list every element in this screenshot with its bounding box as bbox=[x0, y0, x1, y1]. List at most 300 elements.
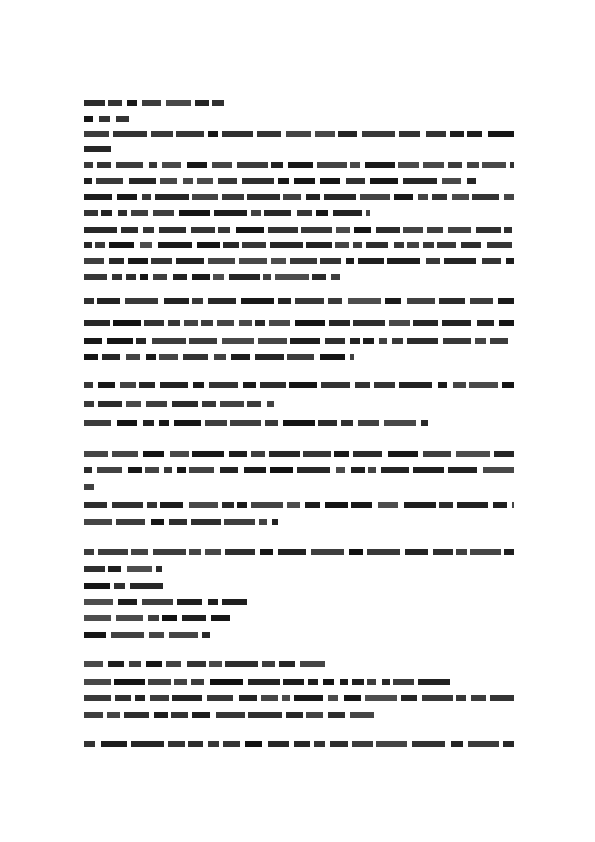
text-word-block bbox=[108, 661, 124, 667]
text-word-block bbox=[169, 632, 198, 638]
text-word-block bbox=[318, 420, 337, 426]
text-word-block bbox=[222, 599, 247, 605]
text-word-block bbox=[84, 178, 92, 184]
text-line bbox=[84, 178, 476, 184]
text-word-block bbox=[353, 451, 382, 457]
text-word-block bbox=[98, 401, 122, 407]
text-line bbox=[84, 274, 340, 280]
text-word-block bbox=[174, 420, 201, 426]
text-word-block bbox=[363, 338, 374, 344]
text-word-block bbox=[346, 178, 365, 184]
text-word-block bbox=[385, 298, 401, 304]
text-word-block bbox=[114, 679, 145, 685]
text-word-block bbox=[331, 274, 340, 280]
text-word-block bbox=[510, 162, 514, 168]
text-word-block bbox=[384, 420, 416, 426]
text-word-block bbox=[278, 178, 289, 184]
text-word-block bbox=[126, 401, 141, 407]
text-word-block bbox=[311, 549, 344, 555]
text-word-block bbox=[159, 420, 169, 426]
text-word-block bbox=[126, 354, 140, 360]
text-word-block bbox=[499, 320, 514, 326]
text-word-block bbox=[207, 695, 233, 701]
text-word-block bbox=[452, 194, 469, 200]
text-word-block bbox=[230, 420, 261, 426]
text-word-block bbox=[153, 210, 174, 216]
text-word-block bbox=[350, 354, 354, 360]
text-word-block bbox=[112, 274, 122, 280]
text-word-block bbox=[162, 162, 181, 168]
text-word-block bbox=[453, 382, 466, 388]
text-word-block bbox=[147, 502, 157, 508]
text-word-block bbox=[498, 298, 514, 304]
text-word-block bbox=[469, 382, 498, 388]
text-word-block bbox=[490, 338, 508, 344]
text-word-block bbox=[271, 258, 286, 264]
text-word-block bbox=[242, 178, 274, 184]
text-word-block bbox=[129, 178, 156, 184]
text-line bbox=[84, 519, 278, 525]
text-line bbox=[84, 194, 514, 200]
text-word-block bbox=[205, 549, 221, 555]
text-word-block bbox=[118, 599, 137, 605]
text-word-block bbox=[150, 695, 169, 701]
text-word-block bbox=[306, 242, 332, 248]
text-word-block bbox=[247, 401, 261, 407]
text-word-block bbox=[112, 502, 143, 508]
text-word-block bbox=[439, 298, 465, 304]
text-word-block bbox=[283, 679, 304, 685]
text-word-block bbox=[444, 258, 476, 264]
text-word-block bbox=[279, 661, 295, 667]
text-word-block bbox=[120, 382, 136, 388]
text-word-block bbox=[467, 178, 476, 184]
text-word-block bbox=[362, 131, 395, 137]
text-word-block bbox=[370, 178, 398, 184]
text-word-block bbox=[148, 679, 171, 685]
text-word-block bbox=[305, 502, 320, 508]
text-word-block bbox=[84, 274, 107, 280]
text-word-block bbox=[328, 695, 338, 701]
text-word-block bbox=[504, 227, 512, 233]
text-word-block bbox=[237, 502, 247, 508]
text-word-block bbox=[84, 338, 102, 344]
text-word-block bbox=[450, 131, 464, 137]
text-word-block bbox=[334, 451, 349, 457]
text-word-block bbox=[488, 131, 514, 137]
text-word-block bbox=[392, 338, 403, 344]
text-word-block bbox=[222, 194, 244, 200]
text-word-block bbox=[144, 320, 164, 326]
text-word-block bbox=[84, 242, 92, 248]
text-word-block bbox=[239, 320, 252, 326]
text-word-block bbox=[306, 712, 323, 718]
text-word-block bbox=[121, 227, 138, 233]
text-word-block bbox=[116, 162, 143, 168]
text-line bbox=[84, 116, 130, 122]
text-word-block bbox=[84, 210, 98, 216]
text-word-block bbox=[365, 695, 397, 701]
text-word-block bbox=[242, 242, 266, 248]
text-word-block bbox=[247, 194, 280, 200]
text-word-block bbox=[502, 382, 514, 388]
text-word-block bbox=[290, 258, 317, 264]
text-word-block bbox=[208, 298, 236, 304]
text-word-block bbox=[427, 227, 443, 233]
text-word-block bbox=[201, 320, 213, 326]
text-word-block bbox=[367, 549, 400, 555]
text-word-block bbox=[84, 354, 98, 360]
text-word-block bbox=[149, 632, 164, 638]
text-word-block bbox=[107, 712, 120, 718]
text-word-block bbox=[166, 100, 191, 106]
text-word-block bbox=[212, 162, 232, 168]
text-word-block bbox=[189, 549, 201, 555]
text-word-block bbox=[183, 354, 208, 360]
text-word-block bbox=[237, 162, 268, 168]
text-word-block bbox=[320, 354, 345, 360]
text-word-block bbox=[248, 679, 280, 685]
text-word-block bbox=[118, 210, 127, 216]
text-word-block bbox=[432, 194, 447, 200]
text-word-block bbox=[169, 519, 187, 525]
text-word-block bbox=[202, 632, 210, 638]
text-line bbox=[84, 100, 224, 106]
text-word-block bbox=[172, 401, 198, 407]
text-word-block bbox=[84, 599, 113, 605]
text-word-block bbox=[258, 338, 287, 344]
text-word-block bbox=[261, 695, 278, 701]
text-word-block bbox=[84, 451, 108, 457]
text-word-block bbox=[456, 695, 466, 701]
text-word-block bbox=[328, 712, 345, 718]
text-word-block bbox=[84, 382, 93, 388]
text-word-block bbox=[338, 131, 357, 137]
text-word-block bbox=[365, 162, 395, 168]
text-word-block bbox=[294, 741, 310, 747]
text-word-block bbox=[494, 451, 514, 457]
text-word-block bbox=[275, 274, 309, 280]
text-word-block bbox=[341, 420, 353, 426]
text-word-block bbox=[239, 258, 267, 264]
text-word-block bbox=[468, 741, 499, 747]
text-line bbox=[84, 227, 514, 233]
text-word-block bbox=[403, 227, 423, 233]
text-word-block bbox=[325, 502, 348, 508]
text-word-block bbox=[360, 194, 390, 200]
text-word-block bbox=[153, 549, 186, 555]
text-word-block bbox=[84, 146, 111, 152]
text-word-block bbox=[222, 131, 253, 137]
text-word-block bbox=[423, 451, 451, 457]
text-word-block bbox=[191, 679, 204, 685]
text-word-block bbox=[388, 451, 418, 457]
text-word-block bbox=[211, 615, 230, 621]
text-word-block bbox=[354, 227, 371, 233]
text-word-block bbox=[109, 258, 124, 264]
text-word-block bbox=[149, 162, 157, 168]
text-word-block bbox=[323, 679, 334, 685]
text-word-block bbox=[99, 116, 110, 122]
text-word-block bbox=[229, 274, 260, 280]
text-word-block bbox=[437, 242, 456, 248]
text-word-block bbox=[222, 338, 254, 344]
text-word-block bbox=[168, 320, 180, 326]
text-word-block bbox=[358, 258, 384, 264]
text-word-block bbox=[84, 712, 103, 718]
text-word-block bbox=[358, 420, 379, 426]
text-word-block bbox=[289, 382, 317, 388]
text-word-block bbox=[84, 100, 105, 106]
text-word-block bbox=[187, 162, 207, 168]
text-word-block bbox=[126, 274, 136, 280]
text-word-block bbox=[433, 549, 453, 555]
text-word-block bbox=[148, 615, 159, 621]
text-word-block bbox=[335, 242, 349, 248]
text-word-block bbox=[278, 298, 291, 304]
text-word-block bbox=[114, 583, 125, 589]
text-word-block bbox=[84, 298, 94, 304]
text-line bbox=[84, 615, 230, 621]
text-word-block bbox=[355, 382, 370, 388]
text-word-block bbox=[269, 451, 300, 457]
text-word-block bbox=[84, 566, 105, 572]
text-word-block bbox=[476, 227, 501, 233]
text-word-block bbox=[98, 382, 115, 388]
text-word-block bbox=[84, 632, 106, 638]
text-word-block bbox=[426, 258, 440, 264]
text-line bbox=[84, 566, 162, 572]
text-word-block bbox=[352, 679, 364, 685]
text-word-block bbox=[394, 242, 404, 248]
text-word-block bbox=[413, 320, 438, 326]
text-word-block bbox=[84, 162, 93, 168]
text-line bbox=[84, 632, 210, 638]
text-word-block bbox=[351, 502, 372, 508]
text-word-block bbox=[286, 712, 303, 718]
text-word-block bbox=[271, 162, 283, 168]
text-word-block bbox=[398, 162, 419, 168]
text-word-block bbox=[442, 178, 461, 184]
text-word-block bbox=[475, 338, 486, 344]
text-word-block bbox=[155, 194, 189, 200]
text-word-block bbox=[140, 274, 148, 280]
text-line bbox=[84, 401, 274, 407]
text-word-block bbox=[212, 100, 224, 106]
text-word-block bbox=[333, 210, 362, 216]
text-word-block bbox=[117, 420, 137, 426]
text-word-block bbox=[192, 451, 224, 457]
text-word-block bbox=[381, 467, 409, 473]
text-word-block bbox=[471, 695, 486, 701]
text-word-block bbox=[448, 467, 477, 473]
text-word-block bbox=[405, 549, 428, 555]
text-word-block bbox=[294, 178, 315, 184]
text-word-block bbox=[187, 661, 206, 667]
text-word-block bbox=[389, 320, 410, 326]
text-word-block bbox=[443, 338, 471, 344]
text-word-block bbox=[260, 549, 273, 555]
text-word-block bbox=[306, 194, 320, 200]
text-line bbox=[84, 741, 514, 747]
text-word-block bbox=[376, 227, 400, 233]
text-word-block bbox=[290, 338, 320, 344]
text-word-block bbox=[340, 679, 348, 685]
text-word-block bbox=[366, 210, 370, 216]
text-word-block bbox=[506, 258, 514, 264]
text-word-block bbox=[312, 274, 326, 280]
text-word-block bbox=[182, 615, 206, 621]
text-word-block bbox=[84, 420, 111, 426]
text-word-block bbox=[189, 338, 217, 344]
text-word-block bbox=[308, 679, 318, 685]
text-word-block bbox=[353, 242, 362, 248]
text-line bbox=[84, 338, 514, 344]
text-word-block bbox=[213, 274, 224, 280]
text-word-block bbox=[251, 451, 265, 457]
text-word-block bbox=[176, 258, 204, 264]
text-word-block bbox=[270, 467, 293, 473]
text-word-block bbox=[470, 549, 501, 555]
text-word-block bbox=[260, 382, 286, 388]
text-word-block bbox=[116, 519, 145, 525]
text-word-block bbox=[378, 502, 398, 508]
text-word-block bbox=[223, 741, 240, 747]
text-word-block bbox=[297, 210, 312, 216]
text-word-block bbox=[117, 194, 137, 200]
text-word-block bbox=[482, 162, 506, 168]
text-word-block bbox=[139, 382, 155, 388]
text-word-block bbox=[84, 615, 111, 621]
text-word-block bbox=[197, 242, 220, 248]
text-word-block bbox=[188, 741, 203, 747]
text-word-block bbox=[294, 695, 323, 701]
text-word-block bbox=[457, 502, 488, 508]
text-word-block bbox=[229, 451, 247, 457]
text-word-block bbox=[154, 712, 168, 718]
text-word-block bbox=[160, 382, 188, 388]
text-word-block bbox=[329, 320, 350, 326]
text-line bbox=[84, 583, 168, 589]
text-word-block bbox=[84, 679, 111, 685]
text-word-block bbox=[84, 320, 110, 326]
text-word-block bbox=[189, 502, 218, 508]
text-word-block bbox=[470, 298, 493, 304]
text-word-block bbox=[153, 274, 167, 280]
text-word-block bbox=[84, 502, 107, 508]
text-word-block bbox=[218, 178, 237, 184]
text-word-block bbox=[130, 583, 163, 589]
text-word-block bbox=[287, 502, 300, 508]
text-word-block bbox=[350, 712, 374, 718]
text-word-block bbox=[131, 210, 148, 216]
text-word-block bbox=[225, 661, 258, 667]
text-word-block bbox=[172, 695, 202, 701]
text-word-block bbox=[84, 131, 109, 137]
text-line bbox=[84, 484, 94, 490]
text-word-block bbox=[282, 695, 290, 701]
text-word-block bbox=[108, 100, 122, 106]
text-word-block bbox=[438, 382, 447, 388]
text-line bbox=[84, 146, 112, 152]
text-word-block bbox=[156, 566, 162, 572]
text-word-block bbox=[202, 401, 216, 407]
text-line bbox=[84, 679, 454, 685]
text-word-block bbox=[220, 401, 244, 407]
text-word-block bbox=[374, 382, 395, 388]
text-word-block bbox=[413, 467, 444, 473]
text-word-block bbox=[231, 354, 250, 360]
text-word-block bbox=[97, 298, 120, 304]
text-word-block bbox=[423, 242, 434, 248]
text-word-block bbox=[297, 467, 330, 473]
text-word-block bbox=[189, 467, 214, 473]
text-word-block bbox=[301, 227, 332, 233]
text-word-block bbox=[393, 679, 414, 685]
text-word-block bbox=[109, 242, 134, 248]
text-word-block bbox=[152, 338, 186, 344]
text-word-block bbox=[265, 420, 278, 426]
text-word-block bbox=[336, 467, 345, 473]
text-word-block bbox=[262, 661, 275, 667]
text-line bbox=[84, 599, 250, 605]
text-word-block bbox=[351, 467, 365, 473]
text-word-block bbox=[96, 178, 123, 184]
text-word-block bbox=[288, 162, 313, 168]
text-word-block bbox=[174, 679, 187, 685]
text-word-block bbox=[84, 549, 94, 555]
text-word-block bbox=[472, 194, 499, 200]
text-word-block bbox=[295, 320, 325, 326]
text-word-block bbox=[159, 227, 186, 233]
text-word-block bbox=[267, 401, 274, 407]
text-word-block bbox=[251, 502, 283, 508]
text-word-block bbox=[315, 131, 335, 137]
text-word-block bbox=[192, 274, 210, 280]
text-word-block bbox=[113, 320, 141, 326]
text-word-block bbox=[217, 320, 234, 326]
text-word-block bbox=[382, 679, 390, 685]
text-word-block bbox=[422, 695, 453, 701]
text-line bbox=[84, 320, 514, 326]
text-line bbox=[84, 210, 370, 216]
text-word-block bbox=[379, 338, 387, 344]
text-word-block bbox=[467, 162, 479, 168]
text-word-block bbox=[303, 451, 331, 457]
text-word-block bbox=[151, 519, 164, 525]
text-word-block bbox=[255, 320, 265, 326]
text-word-block bbox=[245, 741, 262, 747]
text-word-block bbox=[456, 549, 467, 555]
text-word-block bbox=[295, 298, 324, 304]
text-word-block bbox=[113, 131, 147, 137]
text-word-block bbox=[112, 451, 138, 457]
text-word-block bbox=[504, 549, 514, 555]
text-word-block bbox=[448, 162, 462, 168]
text-word-block bbox=[192, 298, 203, 304]
text-word-block bbox=[95, 242, 105, 248]
text-word-block bbox=[225, 549, 255, 555]
text-line bbox=[84, 451, 514, 457]
text-word-block bbox=[324, 194, 356, 200]
text-word-block bbox=[278, 549, 306, 555]
text-word-block bbox=[97, 467, 122, 473]
text-word-block bbox=[270, 242, 303, 248]
text-word-block bbox=[191, 519, 221, 525]
text-word-block bbox=[344, 695, 361, 701]
text-word-block bbox=[140, 242, 152, 248]
text-word-block bbox=[208, 258, 235, 264]
